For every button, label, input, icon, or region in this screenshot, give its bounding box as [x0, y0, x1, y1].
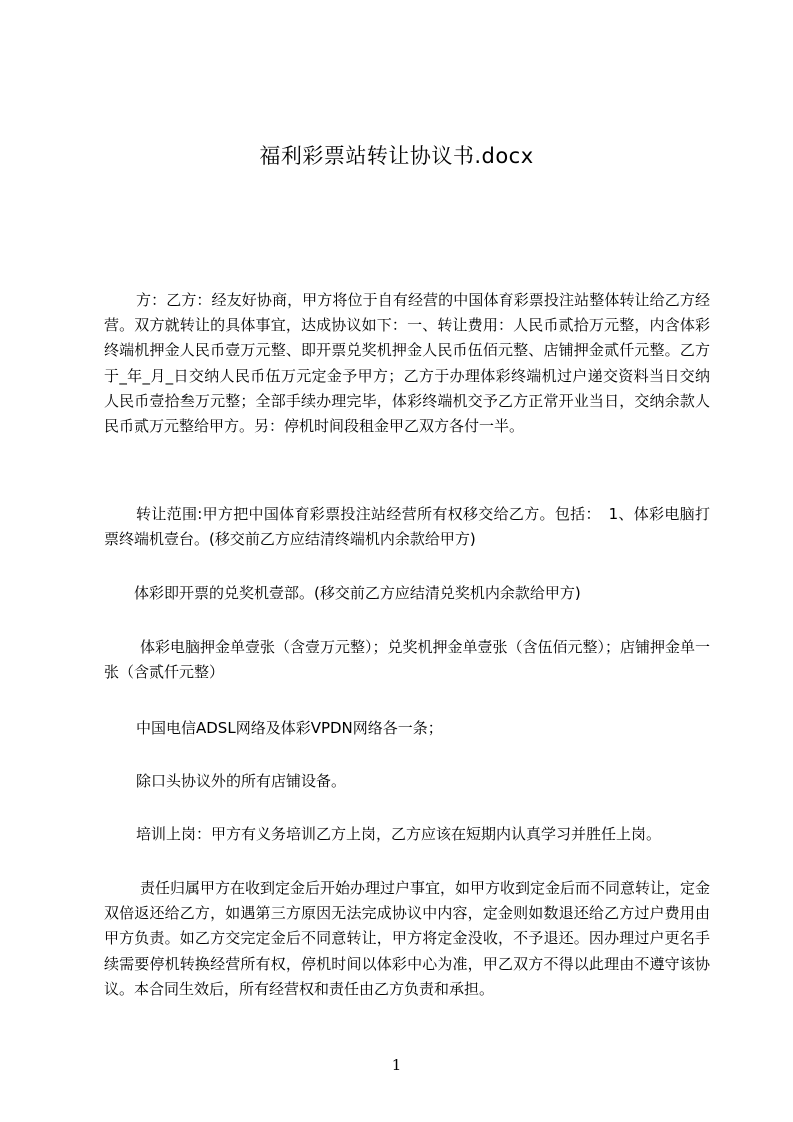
paragraph-responsibility: 责任归属甲方在收到定金后开始办理过户事宜，如甲方收到定金后而不同意转让，定金双倍返还给乙方，如遇第三方原因无法完成协议中内容，定金则如数退还给乙方过户费用由甲方负责。如乙方交完定金后不同意转让，甲方将定金没收，不予退还。因办理过户更名手续需要停机转换经营所有权，停机时间以体彩中心为准，甲乙双方不得以此理由不遵守该协议。本合同生效后，所有经营权和责任由乙方负责和承担。 [104, 879, 711, 998]
paragraph-deposit-slips: 体彩电脑押金单壹张（含壹万元整）；兑奖机押金单壹张（含伍佰元整）；店铺押金单一张（含贰仟元整） [104, 638, 711, 682]
paragraph-network: 中国电信ADSL网络及体彩VPDN网络各一条； [136, 719, 443, 737]
paragraph-redemption-machine: 体彩即开票的兑奖机壹部。(移交前乙方应结清兑奖机内余款给甲方) [134, 584, 581, 602]
document-title: 福利彩票站转让协议书.docx [259, 144, 534, 168]
paragraph-transfer-fee: 方：乙方：经友好协商，甲方将位于自有经营的中国体育彩票投注站整体转让给乙方经营。双方就转让的具体事宜，达成协议如下：一、转让费用：人民币贰拾万元整，内含体彩终端机押金人民币壹万元整、即开票兑奖机押金人民币伍佰元整、店铺押金贰仟元整。乙方于_年_月_日交纳人民币伍万元定金予甲方；乙方于办理体彩终端机过户递交资料当日交纳人民币壹拾叁万元整；全部手续办理完毕，体彩终端机交予乙方正常开业当日，交纳余款人民币贰万元整给甲方。另：停机时间段租金甲乙双方各付一半。 [104, 291, 710, 436]
page-number: 1 [391, 1056, 402, 1074]
paragraph-transfer-scope: 转让范围:甲方把中国体育彩票投注站经营所有权移交给乙方。包括： 1、体彩电脑打票终端机壹台。(移交前乙方应结清终端机内余款给甲方) [104, 505, 710, 549]
paragraph-equipment: 除口头协议外的所有店铺设备。 [136, 772, 347, 790]
paragraph-training: 培训上岗：甲方有义务培训乙方上岗，乙方应该在短期内认真学习并胜任上岗。 [136, 825, 662, 843]
